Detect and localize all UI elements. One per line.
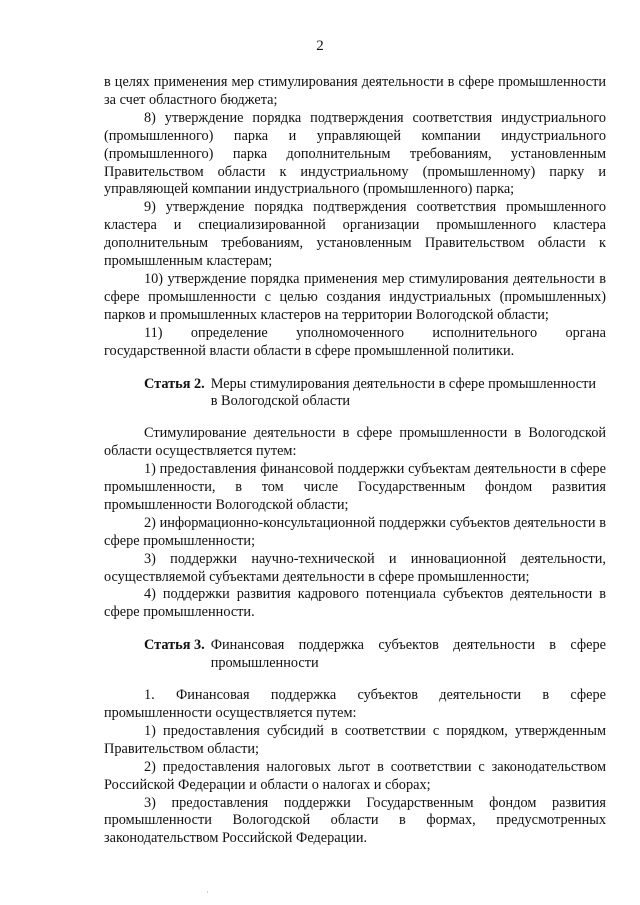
article-2-intro: Стимулирование деятельности в сфере промышленности в Вологодской области осуществляется путем: bbox=[104, 425, 606, 460]
article-2-item: 4) поддержки развития кадрового потенциала субъектов деятельности в сфере промышленности. bbox=[104, 586, 606, 621]
list-item-11: 11) определение уполномоченного исполнительного органа государственной власти области в сфере промышленной политики. bbox=[104, 324, 606, 359]
article-3-label: Статья 3. bbox=[144, 637, 205, 654]
page-number: 2 bbox=[316, 38, 324, 54]
article-2-item: 1) предоставления финансовой поддержки субъектам деятельности в сфере промышленности, в том числе Государственным фондом развития промышленности Вологодской области; bbox=[104, 461, 606, 513]
list-item-9: 9) утверждение порядка подтверждения соответствия промышленного кластера и специализированной организации промышленного кластера дополнительным требованиям, установленным Правительством области к промышленным кластерам; bbox=[104, 199, 606, 270]
article-3-heading bbox=[104, 637, 606, 673]
article-2-title: Меры стимулирования деятельности в сфере промышленности в Вологодской области bbox=[210, 375, 596, 410]
article-2-item: 2) информационно-консультационной поддержки субъектов деятельности в сфере промышленности; bbox=[104, 514, 606, 549]
article-3-item: 1) предоставления субсидий в соответствии с порядком, утвержденным Правительством области; bbox=[104, 722, 606, 757]
article-3-title: Финансовая поддержка субъектов деятельности в сфере промышленности bbox=[210, 637, 606, 672]
article-3-intro: 1. Финансовая поддержка субъектов деятельности в сфере промышленности осуществляется путем: bbox=[104, 687, 606, 721]
document-body bbox=[104, 74, 606, 848]
article-3-item: 2) предоставления налоговых льгот в соответствии с законодательством Российской Федерации и области о налогах и сборах; bbox=[104, 758, 606, 793]
article-2-item: 3) поддержки научно-технической и инновационной деятельности, осуществляемой субъектами деятельности в сфере промышленности; bbox=[104, 550, 606, 585]
article-3-item: 3) предоставления поддержки Государственным фондом развития промышленности Вологодской области в формах, предусмотренных законодательством Российской Федерации. bbox=[104, 794, 606, 847]
list-item-10: 10) утверждение порядка применения мер стимулирования деятельности в сфере промышленности с целью создания индустриальных (промышленных) парков и промышленных кластеров на территории Вологодской области; bbox=[104, 270, 606, 323]
list-item-8: 8) утверждение порядка подтверждения соответствия индустриального (промышленного) парка и управляющей компании индустриального (промышленного) парка дополнительным требованиям, установленным Правительством области к индустриальному (промышленному) парку и управляющей компании индустриального (промышленного) парка; bbox=[104, 109, 606, 198]
article-2-heading bbox=[104, 376, 606, 412]
paragraph-continuation: в целях применения мер стимулирования деятельности в сфере промышленности за счет областного бюджета; bbox=[104, 74, 606, 108]
footer-mark: · bbox=[206, 887, 209, 897]
article-2-label: Статья 2. bbox=[144, 375, 205, 392]
